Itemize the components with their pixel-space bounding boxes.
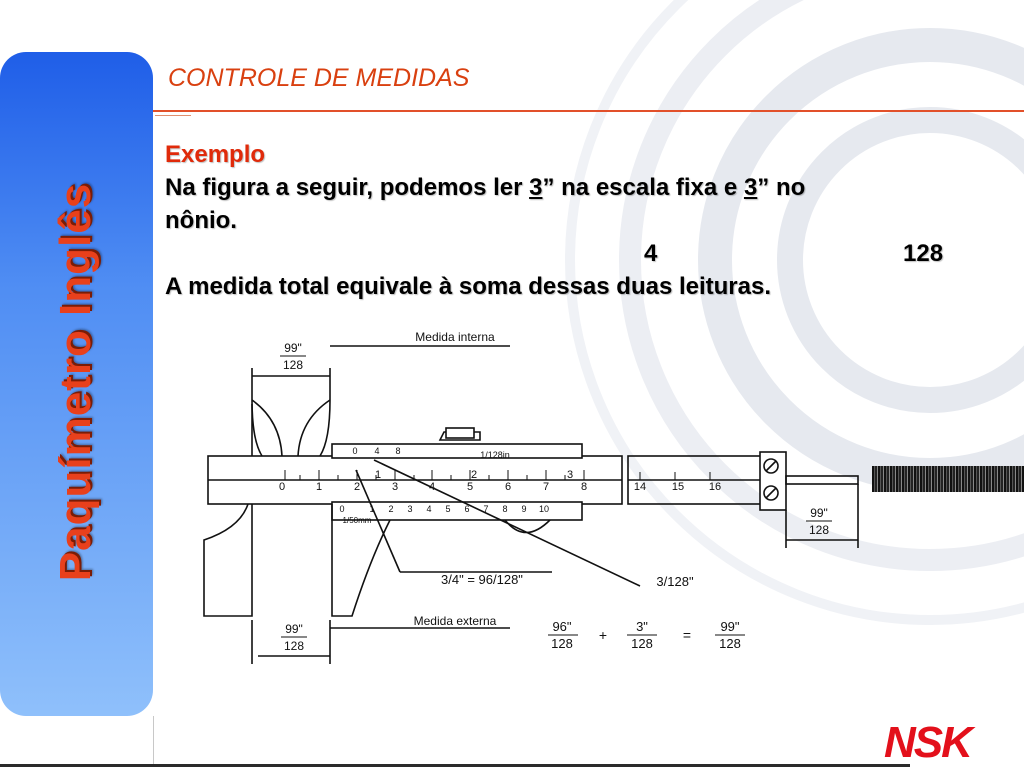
vernier-bottom-6: 6 [464,504,470,514]
scale-main-1: 1 [315,481,323,493]
line1-numerator-1: 3 [529,174,543,201]
line1-part-b: ” na escala fixa e [542,174,744,201]
denominator-1: 4 [644,240,658,267]
sum-b-den: 128 [631,636,653,651]
frac-depth-den: 128 [808,523,830,537]
scale-main-7: 7 [542,481,550,493]
image-artifact-strip [872,466,1024,492]
scale-right-15: 15 [671,481,685,493]
denominator-row [165,237,944,270]
header-divider [153,110,1024,112]
frac-internal-den: 128 [282,358,304,372]
vernier-bottom-7: 7 [483,504,489,514]
line1-part-a: Na figura a seguir, podemos ler [165,174,530,201]
line1-numerator-2: 3 [743,174,758,201]
scale-main-3: 3 [391,481,399,493]
sidebar-title: Paquímetro Inglês [51,182,100,582]
callout-left: 3/4" = 96/128" [441,572,523,587]
label-external: Medida externa [413,614,497,628]
example-text-block [165,138,944,303]
vernier-bottom-5: 5 [445,504,451,514]
sum-b-num: 3" [636,619,648,634]
vernier-bottom-9: 9 [521,504,527,514]
vernier-bottom-unit: 1/50mm [342,516,372,525]
scale-upper-1: 1 [374,469,382,481]
frac-external-num: 99" [285,622,303,636]
example-label: Exemplo [165,141,266,168]
example-line-1 [165,171,805,204]
vernier-top-unit: 1/128in [480,450,510,460]
scale-main-4: 4 [428,481,436,493]
sum-c-num: 99" [720,619,740,634]
vernier-top-tick-4: 4 [374,446,380,456]
scale-upper-2: 2 [470,469,478,481]
header-divider-small [155,115,191,116]
vernier-bottom-8: 8 [502,504,508,514]
frac-external-den: 128 [283,639,305,653]
caliper-diagram [200,326,870,666]
example-line-3: A medida total equivale à soma dessas duas leituras. [165,273,772,300]
sum-plus: + [598,627,608,643]
sidebar-panel [0,52,153,716]
example-line-2: nônio. [165,207,237,234]
vernier-bottom-4: 4 [426,504,432,514]
scale-main-8: 8 [580,481,588,493]
sum-a-den: 128 [551,636,573,651]
left-divider [153,716,154,764]
vernier-top-tick-0: 0 [352,446,358,456]
sum-eq: = [682,627,692,643]
denominator-2: 128 [903,240,944,267]
scale-main-0: 0 [278,481,286,493]
scale-main-2: 2 [353,481,361,493]
vernier-top-tick-8: 8 [395,446,401,456]
vernier-bottom-1: 1 [369,504,375,514]
page-title: CONTROLE DE MEDIDAS [168,64,470,92]
scale-main-6: 6 [504,481,512,493]
vernier-bottom-3: 3 [407,504,413,514]
vernier-bottom-0: 0 [339,504,345,514]
sum-c-den: 128 [719,636,741,651]
nsk-logo: NSK [884,718,971,767]
scale-main-5: 5 [466,481,474,493]
vernier-bottom-2: 2 [388,504,394,514]
callout-right: 3/128" [656,574,694,589]
scale-upper-3: 3 [566,469,574,481]
frac-internal-num: 99" [284,341,302,355]
scale-right-14: 14 [633,481,647,493]
line1-part-c: ” no [757,174,806,201]
footer-divider [0,764,910,767]
scale-right-16: 16 [708,481,722,493]
label-internal: Medida interna [415,330,495,344]
sum-a-num: 96" [552,619,572,634]
frac-depth-num: 99" [810,506,828,520]
vernier-bottom-10: 10 [538,504,550,514]
